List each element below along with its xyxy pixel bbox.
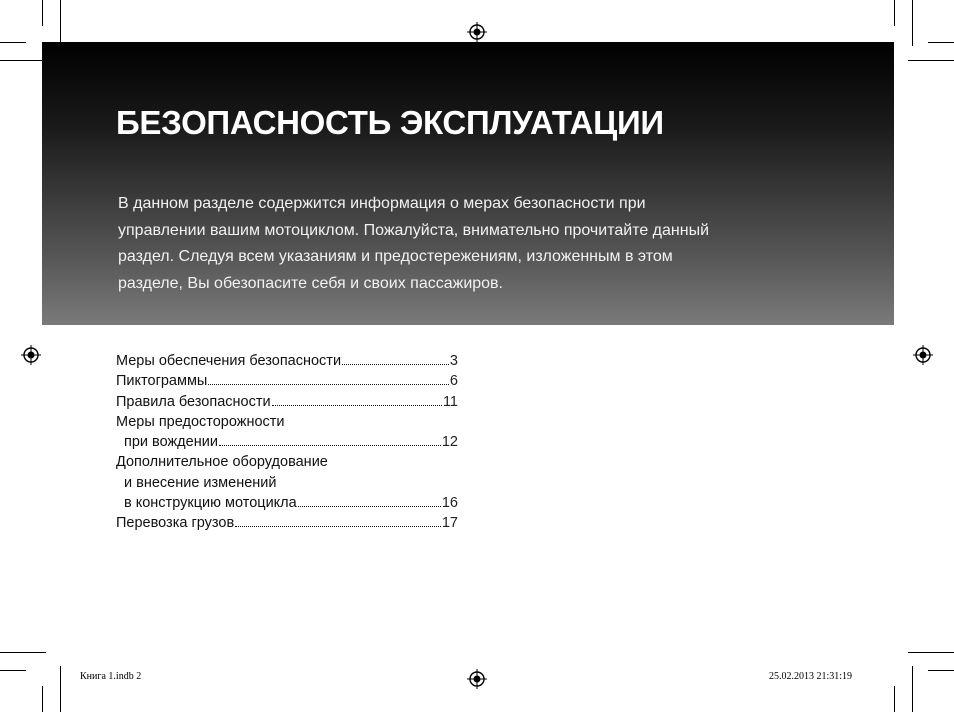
toc-leader xyxy=(219,445,441,446)
toc-entry-text: Перевозка грузов xyxy=(116,515,235,532)
section-intro xyxy=(118,191,818,297)
crop-mark xyxy=(912,0,913,46)
toc-leader xyxy=(342,364,449,365)
toc-leader xyxy=(208,384,449,385)
crop-mark xyxy=(908,60,954,61)
toc-entry-text: при вождении xyxy=(124,434,218,451)
toc-leader xyxy=(235,526,441,527)
toc-entry[interactable] xyxy=(116,495,458,515)
toc-entry-text: Пиктограммы xyxy=(116,373,208,390)
toc-entry[interactable] xyxy=(116,434,458,454)
registration-mark-icon xyxy=(467,22,487,42)
intro-line: раздел. Следуя всем указаниям и предостережениям, изложенным в этом xyxy=(118,248,673,265)
crop-mark xyxy=(42,0,43,26)
toc-entry[interactable] xyxy=(116,515,458,535)
toc-leader xyxy=(298,506,441,507)
registration-mark-icon xyxy=(467,669,487,689)
toc-entry[interactable] xyxy=(116,475,458,495)
toc-page-number: 16 xyxy=(441,495,458,512)
crop-mark xyxy=(894,686,895,712)
crop-mark xyxy=(0,670,26,671)
intro-line: управлении вашим мотоциклом. Пожалуйста, внимательно прочитайте данный xyxy=(118,221,710,239)
crop-mark xyxy=(0,42,26,43)
crop-mark xyxy=(928,42,954,43)
crop-mark xyxy=(60,0,61,46)
print-slug-timestamp: 25.02.2013 21:31:19 xyxy=(769,671,853,682)
crop-mark xyxy=(42,686,43,712)
intro-line: В данном разделе содержится информация о мерах безопасности при xyxy=(118,195,646,212)
toc-entry-text: Меры обеспечения безопасности xyxy=(116,353,342,369)
crop-mark xyxy=(912,666,913,712)
toc-page-number: 12 xyxy=(441,434,458,451)
toc-leader xyxy=(272,405,442,406)
toc-entry[interactable] xyxy=(116,454,458,474)
toc-page-number: 6 xyxy=(449,373,458,390)
crop-mark xyxy=(60,666,61,712)
print-slug-file: Книга 1.indb 2 xyxy=(80,671,142,682)
toc-entry-text: и внесение изменений xyxy=(124,474,277,491)
section-title: БЕЗОПАСНОСТЬ ЭКСПЛУАТАЦИИ xyxy=(116,104,664,141)
toc-entry-text: Правила безопасности xyxy=(116,393,271,410)
intro-line: разделе, Вы обезопасите себя и своих пассажиров. xyxy=(118,274,503,292)
crop-mark xyxy=(894,0,895,26)
toc-page-number: 17 xyxy=(441,515,458,532)
crop-mark xyxy=(908,652,954,653)
toc-entry-text: в конструкцию мотоцикла xyxy=(124,495,297,512)
crop-mark xyxy=(0,60,46,61)
toc-entry[interactable] xyxy=(116,353,458,373)
table-of-contents xyxy=(116,353,458,536)
toc-entry[interactable] xyxy=(116,394,458,414)
crop-mark xyxy=(0,652,46,653)
registration-mark-icon xyxy=(21,345,41,365)
registration-mark-icon xyxy=(913,345,933,365)
toc-entry[interactable] xyxy=(116,373,458,393)
toc-entry-text: Дополнительное оборудование xyxy=(116,454,328,471)
crop-mark xyxy=(928,670,954,671)
toc-entry-text: Меры предосторожности xyxy=(116,413,285,430)
toc-page-number: 3 xyxy=(449,353,458,369)
toc-page-number: 11 xyxy=(442,393,458,410)
toc-entry[interactable] xyxy=(116,414,458,434)
